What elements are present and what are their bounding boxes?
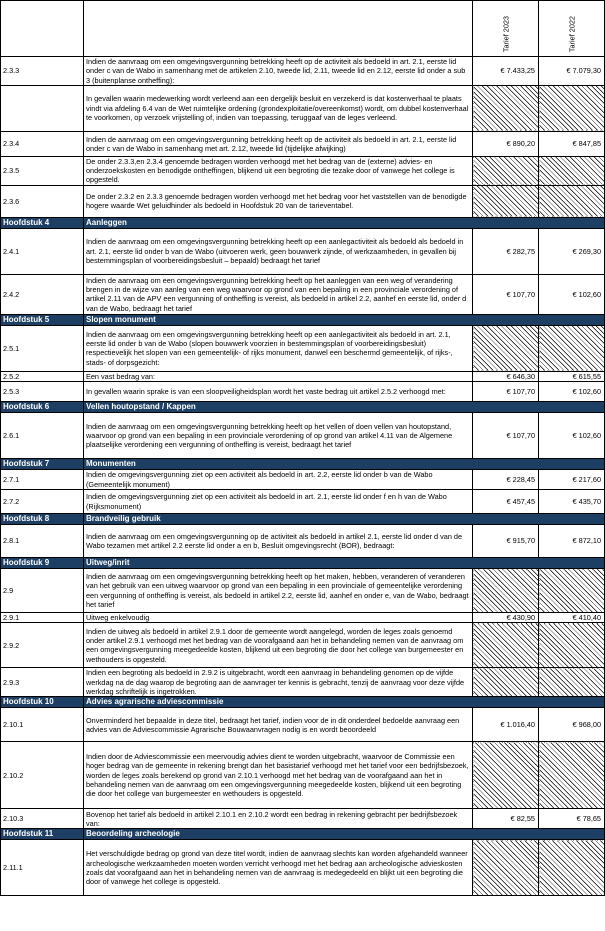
article-code: 2.9.1 [1,613,84,623]
article-description: Bovenop het tarief als bedoeld in artikel 2.10.1 en 2.10.2 wordt een bedrag in rekening gebracht per bedrijfsbezoek van: [84,809,473,829]
tarief-2022-cell [539,85,605,131]
article-description: In gevallen waarin sprake is van een sloopveiligheidsplan wordt het vaste bedrag uit artikel 2.5.2 verhoogd met: [84,382,473,402]
tarief-2023-cell [473,85,539,131]
article-description: Indien de aanvraag om een omgevingsvergunning op de activiteit als bedoeld in artikel 2.1, eerste lid onder d van de Wabo tezamen met artikel 2.2 eerste lid onder a en b, Besluit omgevingsrecht (BOR), bedraagt: [84,525,473,558]
tarief-2023-cell [473,668,539,697]
tarief-2022-cell [539,325,605,371]
table-row [1,382,605,402]
header-code-cell [1,1,84,57]
tarief-2022-cell: € 102,60 [539,413,605,459]
chapter-row [1,402,605,413]
table-row [1,668,605,697]
article-code [1,85,84,131]
article-code: 2.5.2 [1,371,84,381]
chapter-row [1,217,605,228]
article-code: 2.3.6 [1,185,84,217]
table-row [1,85,605,131]
tarief-2022-cell: € 102,60 [539,274,605,314]
chapter-row [1,459,605,470]
tarief-2022-cell [539,623,605,668]
article-code: 2.10.2 [1,742,84,809]
header-description-cell [84,1,473,57]
table-row [1,525,605,558]
tarief-2022-cell: € 78,65 [539,809,605,829]
chapter-title: Slopen monument [84,314,605,325]
article-code: 2.9.3 [1,668,84,697]
table-row [1,371,605,381]
article-description: Indien de aanvraag om een omgevingsvergunning betrekking heeft op een aanlegactiviteit als bedoeld als bedoeld in art. 2.1, eerste lid onder b van de Wabo (uitvoeren werk, geen bouwwerk zijnde, of werkzaamheden, in gevallen bij bestemmingsplan of voorbereidingsbesluit – bepaald) bedraagt het tarief [84,228,473,274]
table-row [1,228,605,274]
article-description: Indien de uitweg als bedoeld in artikel 2.9.1 door de gemeente wordt aangelegd, worden de leges zoals genoemd onder artikel 2.9.1 verhoogd met het bedrag van de voorafgaand aan het in behandeling nemen van de aanvraag om een omgevingsvergunning meegedeelde kosten, blijkend uit een begroting die door het college van burgemeester en wethouders is opgesteld. [84,623,473,668]
table-row [1,613,605,623]
article-description: Indien de aanvraag om een omgevingsvergunning betrekking heeft op een aanlegactiviteit als bedoeld in art. 2.1, eerste lid onder b van de Wabo (slopen bouwwerk voorzien in bestemmingsplan of voorbereidingsbesluit) respectievelijk het slopen van een gemeentelijk- of rijks monument, danwel een beschermd gemeentelijk, of rijks-, stads- of dorpsgezicht: [84,325,473,371]
article-code: 2.8.1 [1,525,84,558]
table-row [1,470,605,490]
tarief-2022-cell [539,668,605,697]
table-row [1,185,605,217]
chapter-row [1,829,605,840]
tarief-2023-cell: € 646,30 [473,371,539,381]
tarief-2022-cell: € 615,55 [539,371,605,381]
chapter-code: Hoofdstuk 5 [1,314,84,325]
article-code: 2.3.5 [1,156,84,185]
table-row [1,57,605,86]
chapter-title: Monumenten [84,459,605,470]
article-code: 2.9 [1,569,84,613]
tarief-2022-cell [539,156,605,185]
tarief-2022-cell: € 847,85 [539,131,605,156]
tarief-2022-cell [539,840,605,896]
header-tarief-2022-label: Tarief 2022 [566,15,576,52]
chapter-title: Vellen houtopstand / Kappen [84,402,605,413]
article-code: 2.4.1 [1,228,84,274]
table-row [1,840,605,896]
table-row [1,156,605,185]
article-code: 2.4.2 [1,274,84,314]
tarief-2022-cell [539,742,605,809]
chapter-title: Advies agrarische adviescommissie [84,697,605,708]
chapter-row [1,697,605,708]
chapter-title: Brandveilig gebruik [84,514,605,525]
table-row [1,809,605,829]
tarief-2022-cell [539,185,605,217]
article-code: 2.3.3 [1,57,84,86]
tarief-2022-cell: € 102,60 [539,382,605,402]
chapter-code: Hoofdstuk 4 [1,217,84,228]
chapter-code: Hoofdstuk 8 [1,514,84,525]
tarief-2023-cell: € 107,70 [473,382,539,402]
article-description: Een vast bedrag van: [84,371,473,381]
article-code: 2.3.4 [1,131,84,156]
header-tarief-2023-label: Tarief 2023 [500,15,510,52]
chapter-title: Beoordeling archeologie [84,829,605,840]
article-description: Indien de aanvraag om een omgevingsvergunning betrekking heeft op het vellen of doen vellen van houtopstand, waarvoor op grond van een bepaling in een provinciale verordening of op grond van artikel 4.11 van de Algemene plaatselijke verordening een vergunning of ontheffing is vereist, bedraagt het tarief [84,413,473,459]
chapter-code: Hoofdstuk 9 [1,558,84,569]
article-code: 2.9.2 [1,623,84,668]
tarief-2023-cell: € 890,20 [473,131,539,156]
tarief-2023-cell [473,185,539,217]
tarief-2023-cell: € 107,70 [473,274,539,314]
article-description: Indien een begroting als bedoeld in 2.9.2 is uitgebracht, wordt een aanvraag in behandeling genomen op de vijfde werkdag na de dag waarop de begroting aan de aanvrager ter kennis is gebracht, tenzij de aanvraag voor deze vijfde werkdag schriftelijk is ingetrokken. [84,668,473,697]
tarief-2022-cell: € 269,30 [539,228,605,274]
chapter-row [1,514,605,525]
tarief-2023-cell [473,742,539,809]
chapter-title: Uitweg/inrit [84,558,605,569]
article-code: 2.10.3 [1,809,84,829]
article-description: Indien de aanvraag om een omgevingsvergunning betrekking heeft op de activiteit als bedoeld in art. 2.1, eerste lid onder c van de Wabo in samenhang met de artikelen 2.10, tweede lid, 2.11, tweede lid en 2.12, eerste lid onder a sub 3 (buitenplanse ontheffing): [84,57,473,86]
table-row [1,623,605,668]
chapter-code: Hoofdstuk 7 [1,459,84,470]
article-description: Indien de aanvraag om een omgevingsvergunning betrekking heeft op de activiteit als bedoeld in art. 2.1, eerste lid onder c van de Wabo in samenhang met art. 2.12, tweede lid (tijdelijke afwijking) [84,131,473,156]
table-row [1,274,605,314]
tarief-2023-cell: € 7.433,25 [473,57,539,86]
chapter-code: Hoofdstuk 11 [1,829,84,840]
tarief-2023-cell: € 915,70 [473,525,539,558]
header-tarief-2023 [473,1,539,57]
tarief-2022-cell [539,569,605,613]
table-row [1,569,605,613]
chapter-title: Aanleggen [84,217,605,228]
tarief-2023-cell [473,623,539,668]
article-code: 2.5.1 [1,325,84,371]
tarief-2023-cell [473,569,539,613]
tarief-2023-cell: € 457,45 [473,490,539,514]
tarief-2022-cell: € 968,00 [539,708,605,742]
table-row [1,325,605,371]
article-description: Het verschuldigde bedrag op grond van deze titel wordt, indien de aanvraag slechts kan worden afgehandeld wanneer archeologische werkzaamheden moeten worden verricht verhoogd met het bedrag aan archeologische advieskosten zoals dat voorafgaand aan het in behandeling nemen van de aanvraag is medegedeeld en blijkt uit een begroting die door of vanwege het college is opgesteld. [84,840,473,896]
tarief-2022-cell: € 410,40 [539,613,605,623]
article-description: In gevallen waarin medewerking wordt verleend aan een dergelijk besluit en verzekerd is dat kostenverhaal te plaats vindt via afdeling 6.4 van de Wet ruimtelijke ordening (grondexploitatie/overeenkomst) wordt, om dubbel kostenverhaal te voorkomen, op verzoek vrijstelling of, indien van toepassing, teruggaaf van de leges verleend. [84,85,473,131]
table-row [1,131,605,156]
tarief-2023-cell: € 282,75 [473,228,539,274]
article-description: Indien de aanvraag om een omgevingsvergunning betrekking heeft op het maken, hebben, veranderen of veranderen van het gebruik van een uitweg waarvoor op grond van een bepaling in een provinciale of gemeentelijke verordening een vergunning of ontheffing is vereist, als bedoeld in artikel 2.2, eerste lid, aanhef en onder e, van de Wabo, bedraagt het tarief [84,569,473,613]
article-description: De onder 2.3.3,en 2.3.4 genoemde bedragen worden verhoogd met het bedrag van de (externe) advies- en onderzoekskosten en benodigde ontheffingen, blijkend uit een begroting die tezake door of vanwege het college is opgesteld. [84,156,473,185]
chapter-row [1,314,605,325]
article-description: Indien de omgevingsvergunning ziet op een activiteit als bedoeld in art. 2.2, eerste lid onder b van de Wabo (Gemeentelijk monument) [84,470,473,490]
tarief-2023-cell [473,325,539,371]
article-code: 2.6.1 [1,413,84,459]
table-row [1,742,605,809]
tarief-2023-cell: € 228,45 [473,470,539,490]
tarief-2023-cell: € 82,55 [473,809,539,829]
article-description: Indien de omgevingsvergunning ziet op een activiteit als bedoeld in art. 2.1, eerste lid onder f en h van de Wabo (Rijksmonument) [84,490,473,514]
article-code: 2.5.3 [1,382,84,402]
table-row [1,708,605,742]
table-row [1,413,605,459]
tarief-2022-cell: € 7.079,30 [539,57,605,86]
tarief-2023-cell: € 107,70 [473,413,539,459]
article-description: Uitweg enkelvoudig [84,613,473,623]
chapter-code: Hoofdstuk 10 [1,697,84,708]
tarief-2023-cell: € 1.016,40 [473,708,539,742]
article-description: De onder 2.3.2 en 2.3.3 genoemde bedragen worden verhoogd met het bedrag voor het vaststellen van de benodigde hogere waarde Wet geluidhinder als bedoeld in Hoofdstuk 20 van de tarieventabel. [84,185,473,217]
article-description: Indien de aanvraag om een omgevingsvergunning betrekking heeft op het aanleggen van een weg of verandering brengen in de wijze van aanleg van een weg waarvoor op grond van een bepaling in een provinciale verordening of artikel 2.11 van de APV een vergunning of ontheffing is vereist, als bedoeld in artikel 2.2, aanhef en eerste lid, onder d van de Wabo, bedraagt het tarief [84,274,473,314]
header-row [1,1,605,57]
chapter-code: Hoofdstuk 6 [1,402,84,413]
table-row [1,490,605,514]
article-description: Indien door de Adviescommissie een meervoudig advies dient te worden uitgebracht, waarvoor de Commissie een hoger bedrag van de gemeente in rekening brengt dan het basistarief verhoogd met het tarief voor een bedrijfsbezoek, worden de leges zoals berekend op grond van 2.10.1 verhoogd met het bedrag van de voorafgaand aan het in behandeling nemen van de aanvraag om een omgevingsvergunning meegedeelde kosten, blijkend uit een begroting die door het college van burgemeester en wethouders is opgesteld. [84,742,473,809]
article-code: 2.11.1 [1,840,84,896]
tarief-2022-cell: € 872,10 [539,525,605,558]
tarief-2023-cell [473,840,539,896]
article-description: Onverminderd het bepaalde in deze titel, bedraagt het tarief, indien voor de in dit onderdeel bedoelde aanvraag een advies van de Adviescommissie Agrarische Bouwaanvragen nodig is en wordt beoordeeld [84,708,473,742]
article-code: 2.7.1 [1,470,84,490]
header-tarief-2022 [539,1,605,57]
article-code: 2.7.2 [1,490,84,514]
article-code: 2.10.1 [1,708,84,742]
tarief-2022-cell: € 435,70 [539,490,605,514]
tarief-2023-cell [473,156,539,185]
tarief-2022-cell: € 217,60 [539,470,605,490]
tarief-2023-cell: € 430,90 [473,613,539,623]
chapter-row [1,558,605,569]
